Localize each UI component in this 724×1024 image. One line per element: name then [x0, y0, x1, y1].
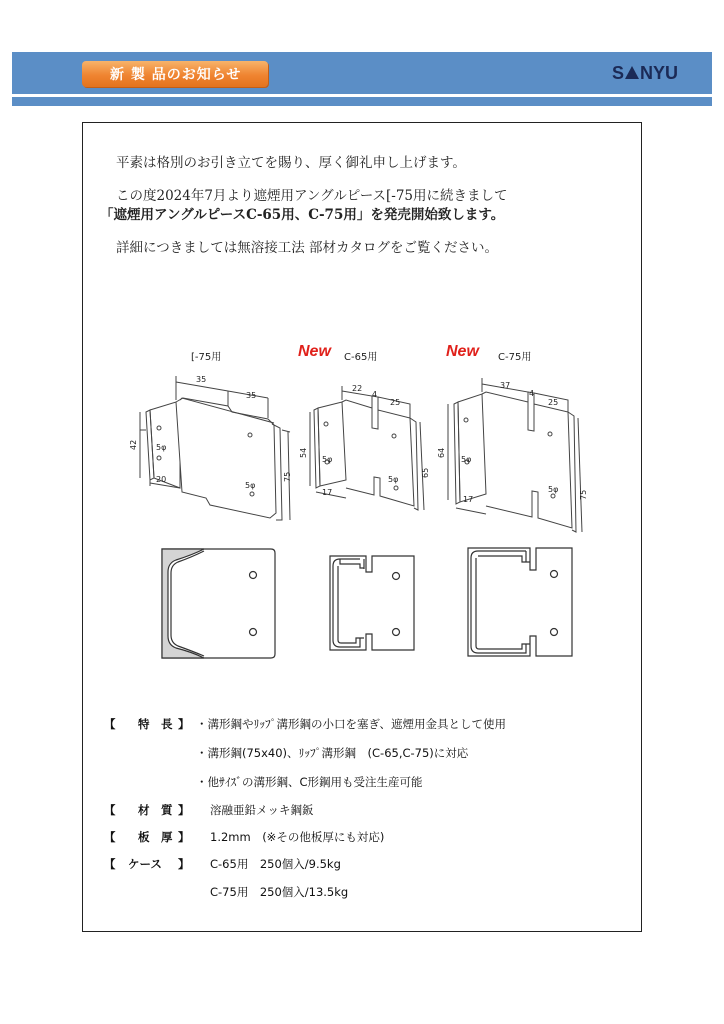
dim-2-mid: 4 — [372, 390, 378, 399]
dim-3-top: 37 — [500, 381, 511, 390]
new-label-3: New — [446, 343, 479, 360]
dim-2-hole1: 5φ — [322, 455, 333, 464]
dim-1-hole1: 5φ — [156, 443, 167, 452]
dim-3-left: 64 — [437, 447, 446, 458]
thickness-value: 1.2mm (※その他板厚にも対応) — [210, 830, 385, 844]
dim-3-right: 75 — [579, 489, 588, 500]
case-value-1: C-65用 250個入/9.5kg — [210, 857, 341, 871]
product-label-2: C-65用 — [344, 352, 378, 363]
dim-1-top: 35 — [196, 375, 207, 384]
dim-3-hole1: 5φ — [461, 455, 472, 464]
logo-text-left: S — [612, 63, 625, 83]
material-bracket-open: 【 — [104, 803, 116, 817]
intro-line-1: 平素は格別のお引き立てを賜り、厚く御礼申し上げます。 — [116, 155, 466, 171]
drawing-3-elevation — [468, 548, 572, 656]
case-bracket-open: 【 — [104, 857, 116, 871]
feature-3: ・他ｻｲｽﾞの溝形鋼、C形鋼用も受注生産可能 — [196, 775, 423, 789]
dim-1-left: 42 — [129, 439, 138, 450]
dim-1-top2: 35 — [246, 391, 257, 400]
feature-1: ・溝形鋼やﾘｯﾌﾟ溝形鋼の小口を塞ぎ、遮煙用金具として使用 — [196, 717, 507, 731]
intro-line-4: 詳細につきましては無溶接工法 部材カタログをご覧ください。 — [116, 240, 499, 256]
dim-2-top2: 25 — [390, 398, 401, 407]
thickness-bracket-close: 】 — [178, 830, 190, 844]
dim-2-bottom: 17 — [322, 488, 333, 497]
dim-1-hole2: 5φ — [245, 481, 256, 490]
feature-2: ・溝形鋼(75x40)、ﾘｯﾌﾟ溝形鋼 (C-65,C-75)に対応 — [196, 746, 469, 760]
new-label-2: New — [298, 343, 331, 360]
dim-2-top: 22 — [352, 384, 363, 393]
logo-text-right: NYU — [640, 63, 679, 83]
case-bracket-close: 】 — [178, 857, 190, 871]
features-key: 特 長 — [138, 717, 173, 731]
dim-3-mid: 4 — [529, 389, 535, 398]
intro-line-3: 「遮煙用アングルピースC-65用、C-75用」を発売開始致します。 — [100, 207, 505, 223]
drawing-2-elevation — [330, 556, 414, 650]
product-label-3: C-75用 — [498, 352, 532, 363]
dim-3-bottom: 17 — [463, 495, 474, 504]
features-bracket-close: 】 — [178, 717, 190, 731]
dim-2-right: 65 — [421, 467, 430, 478]
dim-2-left: 54 — [299, 447, 308, 458]
dim-3-hole2: 5φ — [548, 485, 559, 494]
material-key: 材 質 — [138, 803, 173, 817]
thickness-bracket-open: 【 — [104, 830, 116, 844]
dim-2-hole2: 5φ — [388, 475, 399, 484]
dim-1-right: 75 — [283, 471, 292, 482]
dim-1-bottom: 20 — [156, 475, 167, 484]
new-product-badge: 新 製 品のお知らせ — [82, 61, 268, 87]
dim-3-top2: 25 — [548, 398, 559, 407]
thickness-key: 板 厚 — [138, 830, 173, 844]
case-key: ケース — [128, 857, 162, 871]
case-value-2: C-75用 250個入/13.5kg — [210, 885, 349, 899]
features-bracket-open: 【 — [104, 717, 116, 731]
material-value: 溶融亜鉛メッキ鋼鈑 — [210, 803, 314, 817]
drawing-1-elevation — [162, 549, 275, 658]
product-label-1: [-75用 — [191, 352, 222, 363]
material-bracket-close: 】 — [178, 803, 190, 817]
intro-line-2: この度2024年7月より遮煙用アングルピース[-75用に続きまして — [116, 188, 508, 204]
